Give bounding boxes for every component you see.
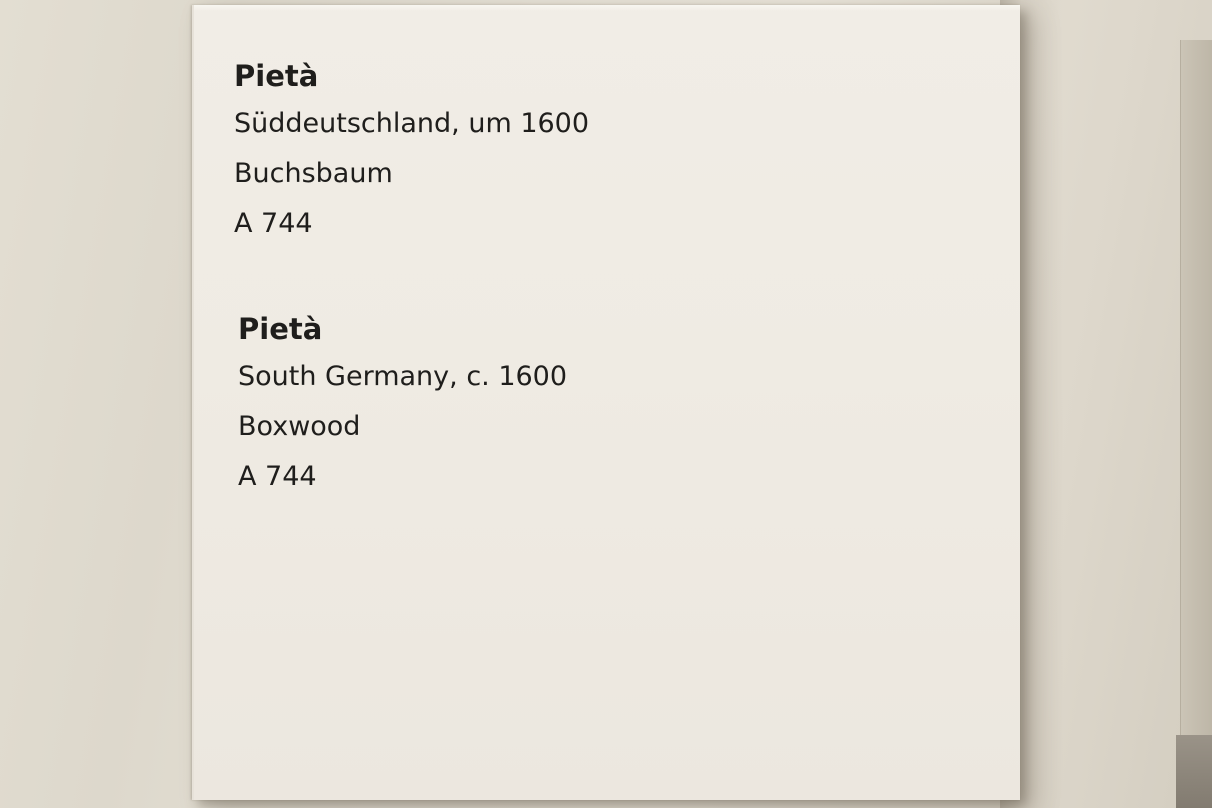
museum-label-placard: [192, 5, 1020, 800]
label-title: Pietà: [238, 312, 323, 346]
label-inventory-number: A 744: [234, 208, 313, 239]
label-german: [234, 59, 589, 249]
label-origin: South Germany, c. 1600: [238, 361, 568, 392]
label-material: Buchsbaum: [234, 158, 393, 189]
placard-top-edge: [194, 5, 1020, 11]
label-origin: Süddeutschland, um 1600: [234, 108, 590, 139]
label-material: Boxwood: [238, 411, 361, 442]
label-english: [238, 312, 567, 502]
adjacent-display-base: [1176, 735, 1212, 808]
label-title: Pietà: [234, 59, 319, 93]
label-inventory-number: A 744: [238, 461, 317, 492]
adjacent-display-case: [1180, 40, 1212, 760]
